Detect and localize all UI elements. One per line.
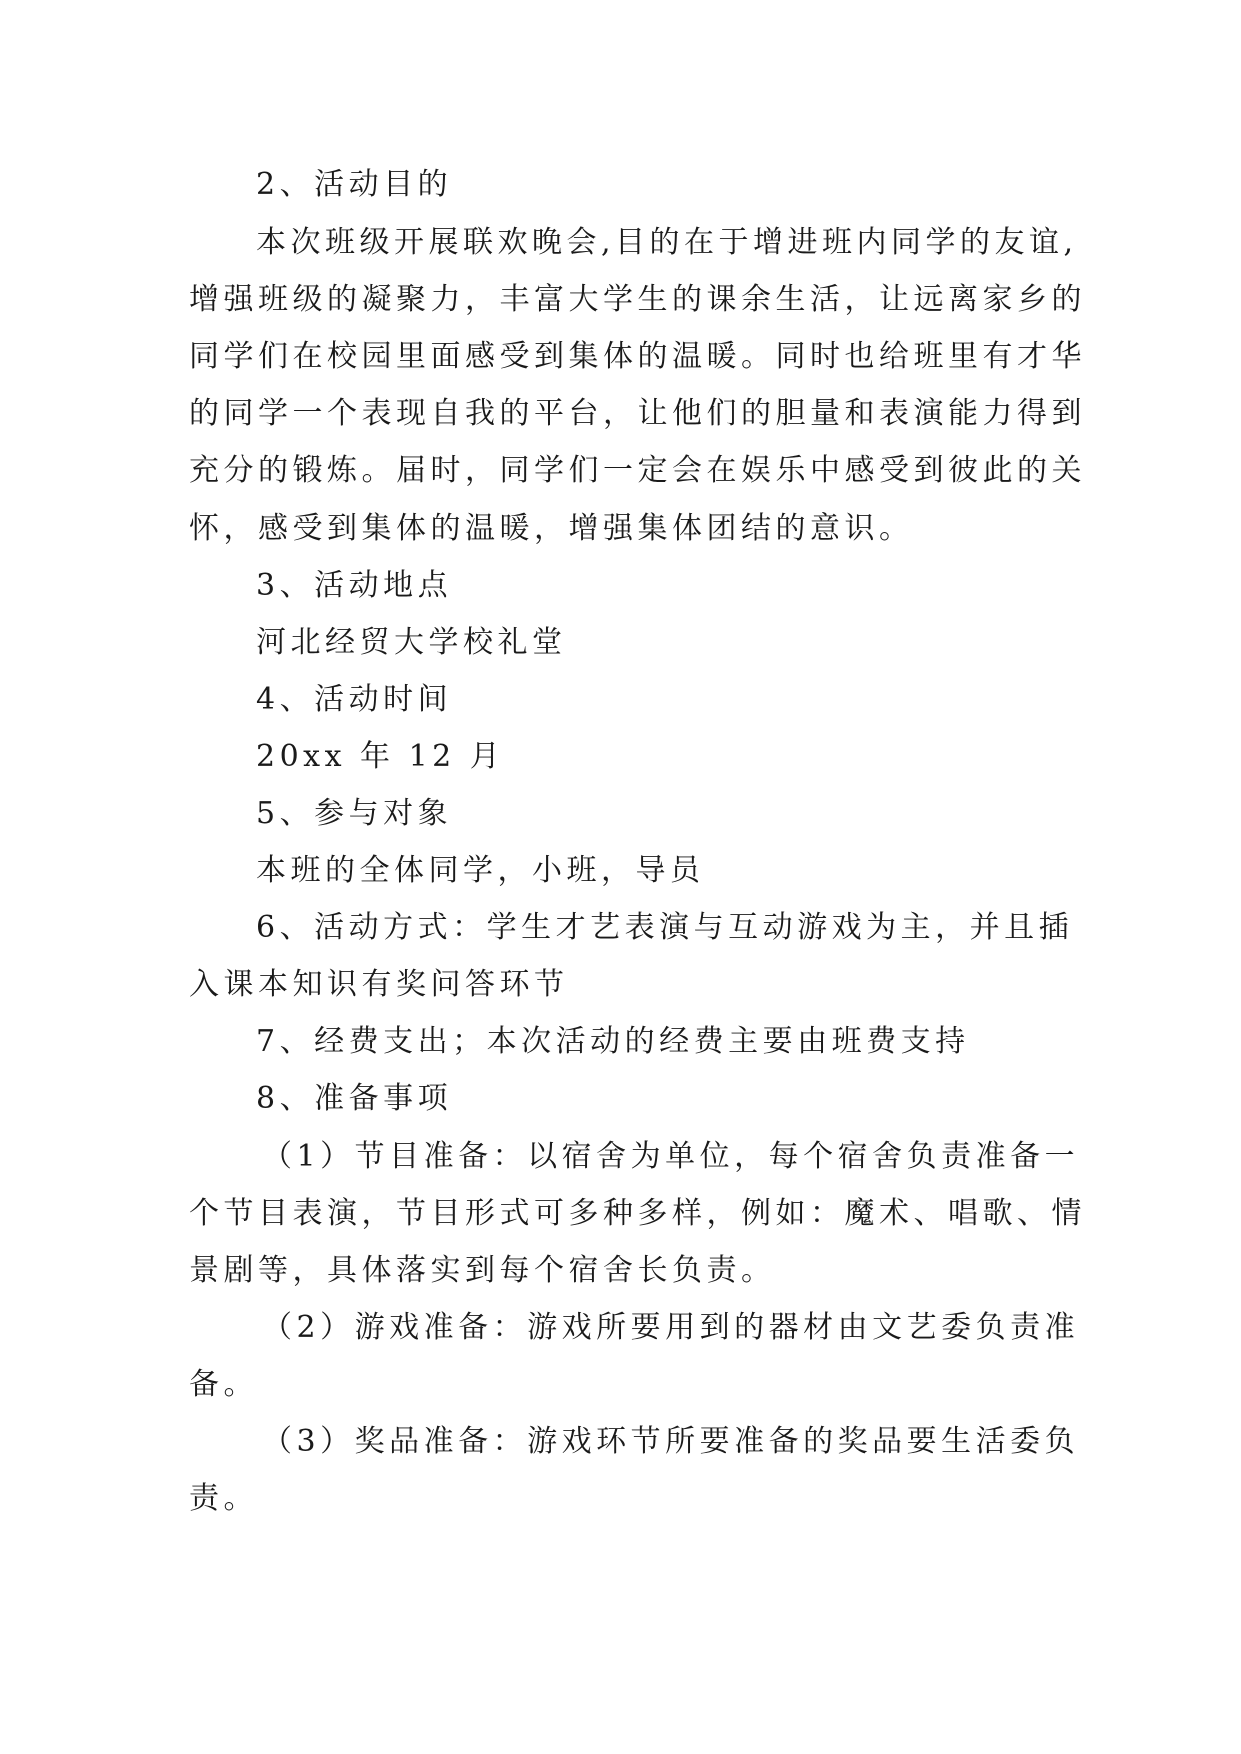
location-text: 河北经贸大学校礼堂 (256, 625, 567, 660)
paragraph-line: 景剧等，具体落实到每个宿舍长负责。 (189, 1253, 776, 1288)
paragraph-line: 责。 (189, 1481, 258, 1516)
prep-item-prizes: （3）奖品准备：游戏环节所要准备的奖品要生活委负 (262, 1424, 1080, 1459)
participants-text: 本班的全体同学，小班，导员 (256, 853, 705, 888)
paragraph-line: 备。 (189, 1367, 258, 1402)
section-heading-time: 4、活动时间 (256, 682, 453, 717)
section-heading-budget: 7、经费支出；本次活动的经费主要由班费支持 (256, 1024, 970, 1059)
paragraph-line: 增强班级的凝聚力，丰富大学生的课余生活，让远离家乡的 (189, 282, 1086, 317)
paragraph-line: 充分的锻炼。届时，同学们一定会在娱乐中感受到彼此的关 (189, 453, 1086, 488)
section-heading-preparation: 8、准备事项 (256, 1081, 453, 1116)
paragraph-line: 怀，感受到集体的温暖，增强集体团结的意识。 (189, 511, 914, 546)
paragraph-line: 入课本知识有奖问答环节 (189, 967, 569, 1002)
time-text: 20xx 年 12 月 (256, 739, 505, 774)
paragraph-line: 的同学一个表现自我的平台，让他们的胆量和表演能力得到 (189, 396, 1086, 431)
prep-item-games: （2）游戏准备：游戏所要用到的器材由文艺委负责准 (262, 1310, 1080, 1345)
section-heading-location: 3、活动地点 (256, 568, 453, 603)
paragraph-line: 同学们在校园里面感受到集体的温暖。同时也给班里有才华 (189, 339, 1086, 374)
paragraph-line: 本次班级开展联欢晚会,目的在于增进班内同学的友谊, (256, 225, 1078, 260)
paragraph-line: 个节目表演，节目形式可多种多样，例如：魔术、唱歌、情 (189, 1196, 1086, 1231)
section-heading-purpose: 2、活动目的 (256, 167, 453, 202)
section-heading-format: 6、活动方式：学生才艺表演与互动游戏为主，并且插 (256, 910, 1074, 945)
prep-item-program: （1）节目准备：以宿舍为单位，每个宿舍负责准备一 (262, 1139, 1080, 1174)
section-heading-participants: 5、参与对象 (256, 796, 453, 831)
